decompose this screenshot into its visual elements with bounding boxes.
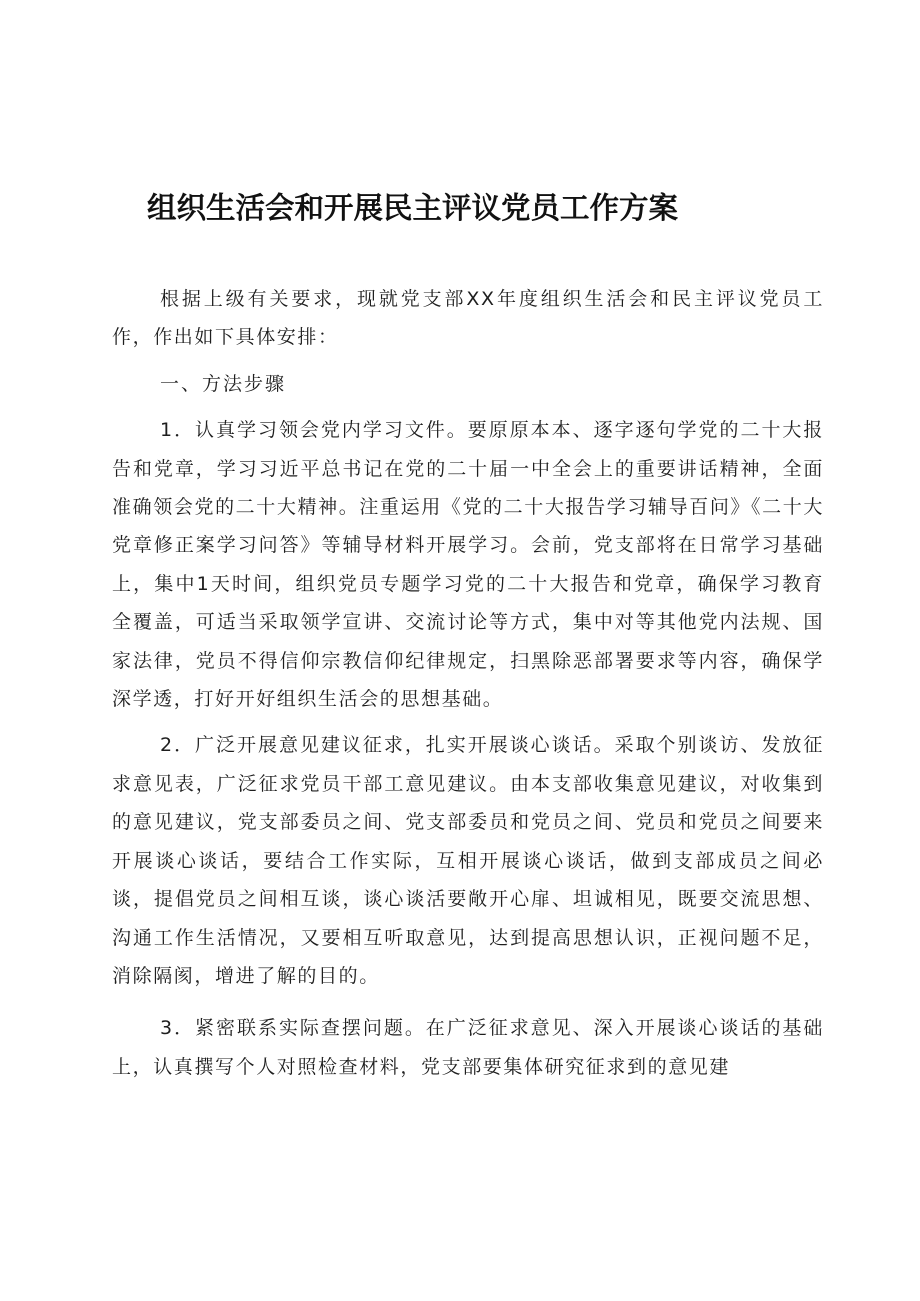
intro-paragraph: 根据上级有关要求，现就党支部XX年度组织生活会和民主评议党员工作，作出如下具体安排： bbox=[112, 288, 824, 349]
step-2-paragraph: 2．广泛开展意见建议征求，扎实开展谈心谈话。采取个别谈访、发放征求意见表，广泛征求党员干部工意见建议。由本支部收集意见建议，对收集到的意见建议，党支部委员之间、党支部委员和党员之间、党员和党员之间要来开展谈心谈话，要结合工作实际，互相开展谈心谈话，做到支部成员之间必谈，提倡党员之间相互谈，谈心谈活要敞开心扉、坦诚相见，既要交流思想、沟通工作生活情况，又要相互听取意见，达到提高思想认识，正视问题不足，消除隔阂，增进了解的目的。 bbox=[112, 734, 824, 987]
document-body bbox=[112, 280, 824, 1086]
step-1-paragraph: 1．认真学习领会党内学习文件。要原原本本、逐字逐句学党的二十大报告和党章，学习习近平总书记在党的二十届一中全会上的重要讲话精神，全面准确领会党的二十大精神。注重运用《党的二十大报告学习辅导百问》《二十大党章修正案学习问答》等辅导材料开展学习。会前，党支部将在日常学习基础上，集中1天时间，组织党员专题学习党的二十大报告和党章，确保学习教育全覆盖，可适当采取领学宣讲、交流讨论等方式，集中对等其他党内法规、国家法律，党员不得信仰宗教信仰纪律规定，扫黑除恶部署要求等内容，确保学深学透，打好开好组织生活会的思想基础。 bbox=[112, 419, 824, 711]
document-title: 组织生活会和开展民主评议党员工作方案 bbox=[147, 191, 679, 225]
step-3-paragraph: 3．紧密联系实际查摆问题。在广泛征求意见、深入开展谈心谈话的基础上，认真撰写个人对照检查材料，党支部要集体研究征求到的意见建 bbox=[112, 1017, 824, 1078]
section-heading-methods: 一、方法步骤 bbox=[160, 372, 287, 395]
